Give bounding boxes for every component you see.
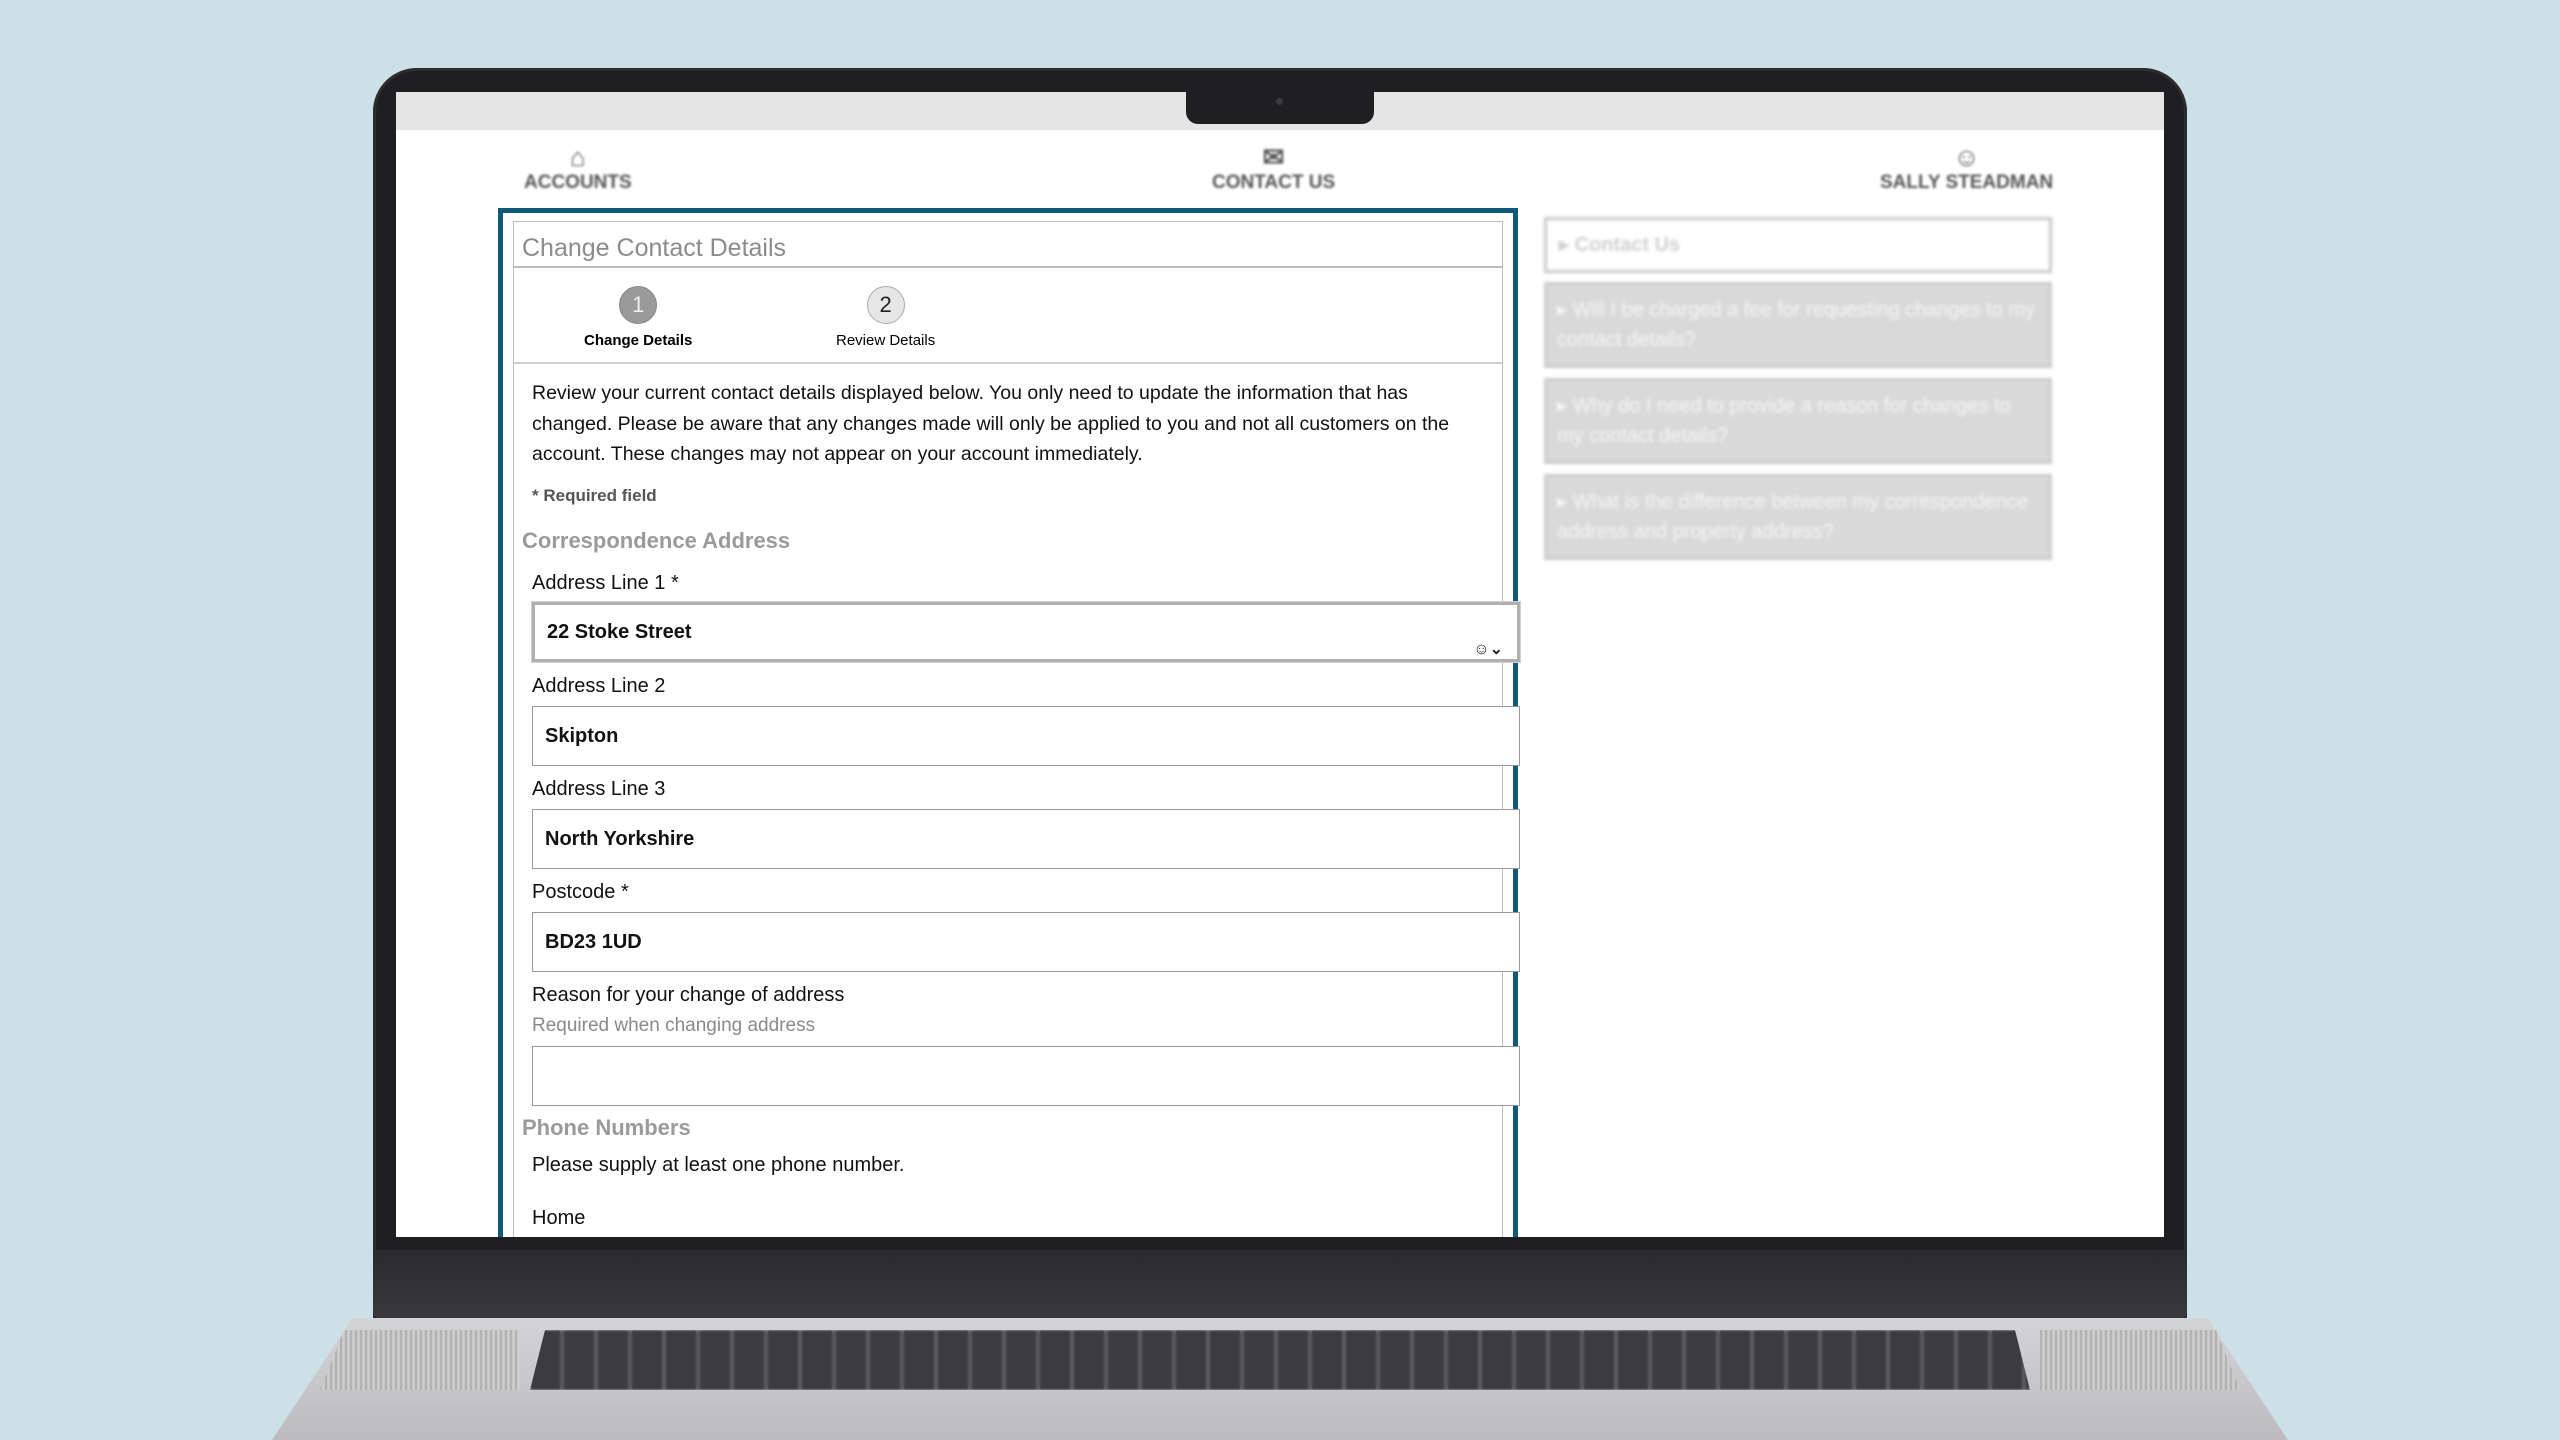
phone-note: Please supply at least one phone number. <box>532 1154 905 1176</box>
address-line-1-input[interactable] <box>532 602 1520 662</box>
faq-item-text: What is the difference between my correspondence address and property address? <box>1557 491 2029 543</box>
address-line-2-input[interactable] <box>532 706 1520 766</box>
user-circle-icon: ☺ <box>1953 142 1980 172</box>
step-2-label: Review Details <box>836 332 936 349</box>
speaker-grille-right <box>2040 1330 2240 1390</box>
speaker-grille-left <box>320 1330 520 1390</box>
phone-numbers-heading: Phone Numbers <box>522 1115 691 1140</box>
address-line-1-value: 22 Stoke Street <box>547 621 692 643</box>
change-contact-panel <box>498 208 1518 1237</box>
required-field-note: * Required field <box>532 486 657 505</box>
reason-label: Reason for your change of address <box>532 984 845 1006</box>
faq-item[interactable]: ▸ Why do I need to provide a reason for changes to my contact details? <box>1544 378 2052 464</box>
faq-item[interactable]: ▸ Will I be charged a fee for requesting changes to my contact details? <box>1544 282 2052 368</box>
step-review-details <box>836 286 935 349</box>
home-phone-label: Home <box>532 1207 586 1229</box>
nav-user-name: SALLY STEADMAN <box>1880 172 2054 193</box>
home-icon: ⌂ <box>569 142 586 172</box>
step-1-indicator: 1 <box>619 286 657 324</box>
laptop-screen <box>396 92 2164 1237</box>
faq-item-text: Will I be charged a fee for requesting changes to my contact details? <box>1557 299 2036 351</box>
postcode-label: Postcode * <box>532 881 629 903</box>
reason-input[interactable] <box>532 1046 1520 1106</box>
step-change-details <box>584 286 692 349</box>
camera-icon <box>1276 98 1283 105</box>
sidebar-contact-title: Contact Us <box>1574 234 1681 256</box>
step-2-indicator: 2 <box>867 286 905 324</box>
laptop-keyboard <box>530 1330 2030 1390</box>
camera-notch <box>1186 92 1374 124</box>
reason-hint: Required when changing address <box>532 1015 816 1036</box>
envelope-icon: ✉ <box>1262 142 1285 172</box>
page-title: Change Contact Details <box>514 222 1502 268</box>
nav-accounts-label: ACCOUNTS <box>524 172 632 193</box>
laptop-hinge <box>373 1250 2187 1320</box>
postcode-input[interactable] <box>532 912 1520 972</box>
nav-user-account[interactable] <box>1880 144 2053 194</box>
address-line-3-label: Address Line 3 <box>532 778 666 800</box>
intro-text: Review your current contact details displayed below. You only need to update the information that has changed. Please be aware that any changes made will only be applied to you and not all customers on the account. These changes may not appear on your account immediately. <box>532 382 1450 465</box>
step-1-label: Change Details <box>584 332 693 349</box>
faq-item[interactable]: ▸ What is the difference between my correspondence address and property address? <box>1544 474 2052 560</box>
autofill-contact-icon[interactable]: ☺⌄ <box>1473 641 1503 658</box>
address-line-3-input[interactable] <box>532 809 1520 869</box>
faq-item-text: Why do I need to provide a reason for changes to my contact details? <box>1557 395 2011 447</box>
address-line-2-label: Address Line 2 <box>532 675 666 697</box>
sidebar-contact-us[interactable]: ▸ Contact Us <box>1544 217 2052 273</box>
divider <box>514 362 1502 364</box>
address-line-1-label: Address Line 1 * <box>532 572 679 594</box>
nav-contact-label: CONTACT US <box>1212 172 1336 193</box>
nav-contact-us[interactable] <box>1212 144 1335 194</box>
form-container <box>513 221 1503 1237</box>
nav-accounts[interactable] <box>524 144 632 194</box>
correspondence-address-heading: Correspondence Address <box>522 528 791 553</box>
